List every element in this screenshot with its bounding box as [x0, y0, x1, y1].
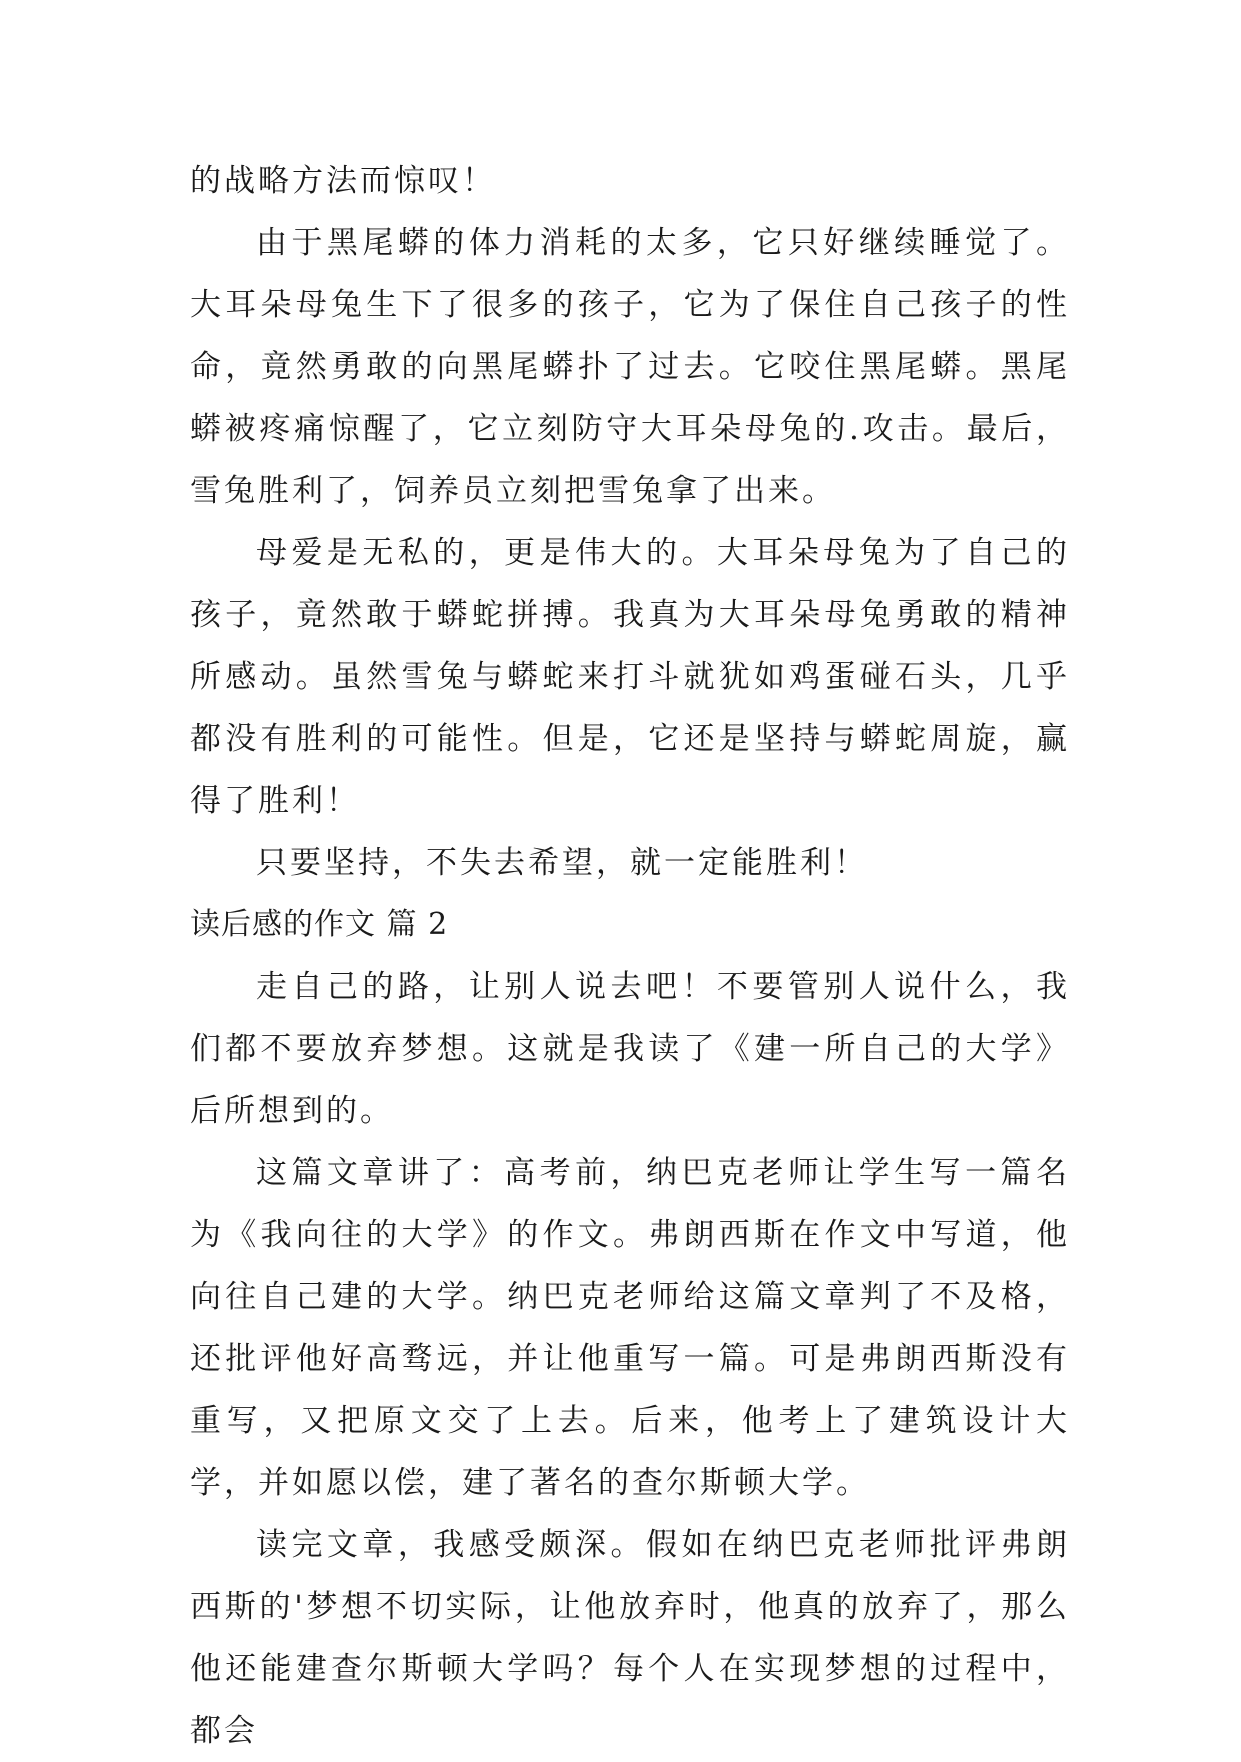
paragraph-persistence: 只要坚持，不失去希望，就一定能胜利！ — [256, 845, 868, 881]
paragraph-continuation: 的战略方法而惊叹！ — [190, 163, 496, 199]
paragraph-story-summary: 这篇文章讲了：高考前，纳巴克老师让学生写一篇名为《我向往的大学》的作文。弗朗西斯在作文中写道，他向往自己建的大学。纳巴克老师给这篇文章判了不及格，还批评他好高骛远，并让他重写一篇。可是弗朗西斯没有重写，又把原文交了上去。后来，他考上了建筑设计大学，并如愿以偿，建了著名的查尔斯顿大学。 — [190, 1155, 1070, 1501]
document-body — [190, 150, 1070, 1762]
paragraph-mother-love: 母爱是无私的，更是伟大的。大耳朵母兔为了自己的孩子，竟然敢于蟒蛇拼搏。我真为大耳朵母兔勇敢的精神所感动。虽然雪兔与蟒蛇来打斗就犹如鸡蛋碰石头，几乎都没有胜利的可能性。但是，它还是坚持与蟒蛇周旋，赢得了胜利！ — [190, 535, 1070, 819]
section-heading: 读后感的作文 篇 2 — [190, 907, 449, 942]
paragraph-reflection: 读完文章，我感受颇深。假如在纳巴克老师批评弗朗西斯的'梦想不切实际，让他放弃时，他真的放弃了，那么他还能建查尔斯顿大学吗？每个人在实现梦想的过程中，都会 — [190, 1527, 1070, 1749]
paragraph-own-road: 走自己的路，让别人说去吧！不要管别人说什么，我们都不要放弃梦想。这就是我读了《建一所自己的大学》后所想到的。 — [190, 969, 1070, 1129]
paragraph-python-fight: 由于黑尾蟒的体力消耗的太多，它只好继续睡觉了。大耳朵母兔生下了很多的孩子，它为了保住自己孩子的性命，竟然勇敢的向黑尾蟒扑了过去。它咬住黑尾蟒。黑尾蟒被疼痛惊醒了，它立刻防守大耳朵母兔的.攻击。最后，雪兔胜利了，饲养员立刻把雪兔拿了出来。 — [190, 225, 1070, 509]
